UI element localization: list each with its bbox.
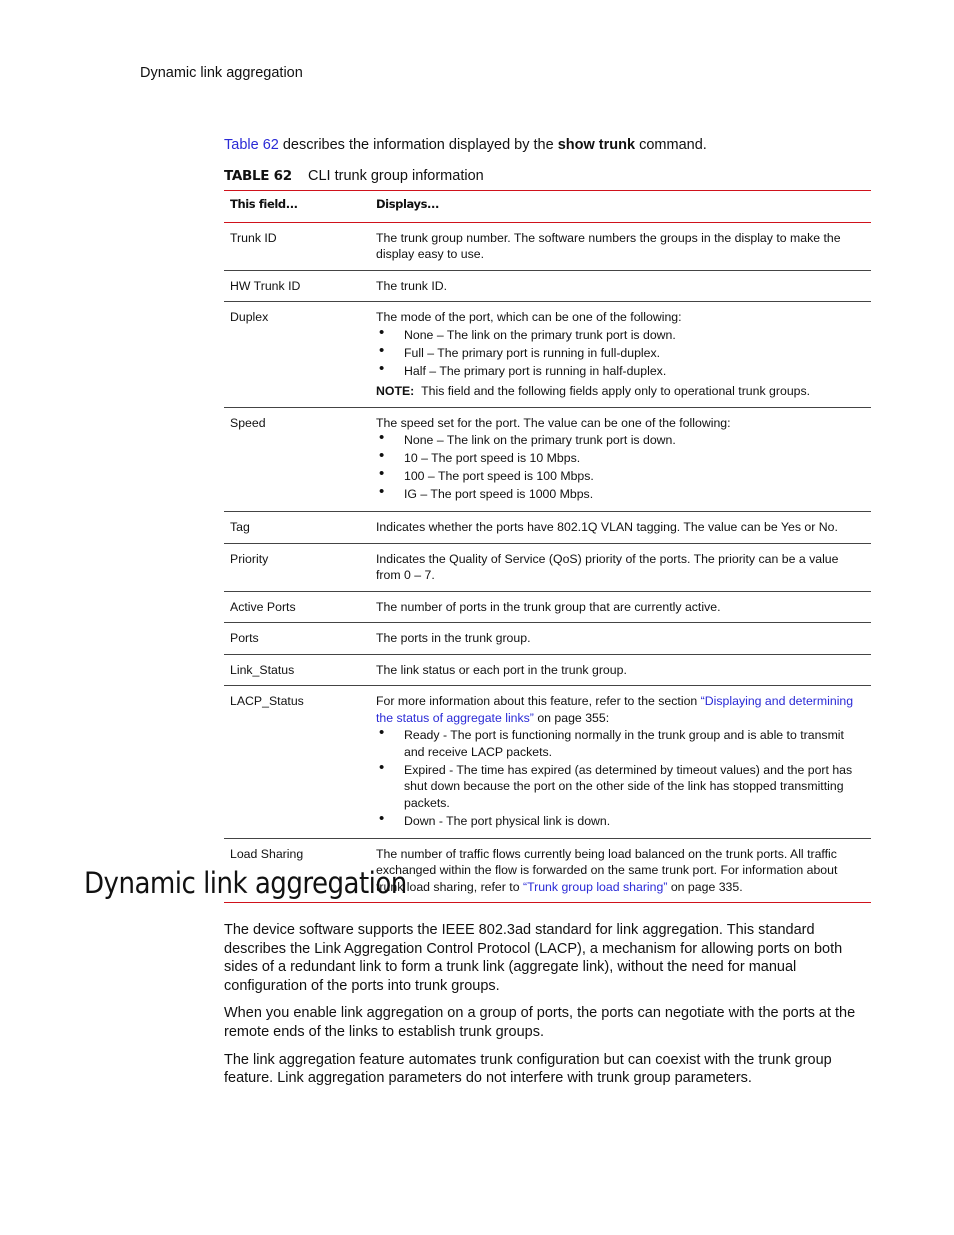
table-row bbox=[224, 302, 871, 408]
column-header-displays: Displays... bbox=[376, 197, 439, 211]
description-post: on page 335. bbox=[667, 879, 743, 894]
table-title: CLI trunk group information bbox=[308, 168, 484, 184]
field-description: The trunk group number. The software numbers the groups in the display to make the display easy to use. bbox=[376, 230, 841, 261]
command-name: show trunk bbox=[557, 137, 636, 153]
field-description bbox=[370, 407, 871, 512]
bullet-item: • Full – The primary port is running in full-duplex. bbox=[376, 345, 865, 362]
bullet-item: • Half – The primary port is running in half-duplex. bbox=[376, 363, 865, 380]
field-description bbox=[370, 302, 871, 408]
table-row bbox=[224, 654, 871, 686]
field-description: The link status or each port in the trunk group. bbox=[376, 662, 627, 677]
field-name: Load Sharing bbox=[230, 846, 304, 861]
field-description: Indicates whether the ports have 802.1Q VLAN tagging. The value can be Yes or No. bbox=[376, 520, 838, 534]
table-reference-link[interactable]: Table 62 bbox=[224, 137, 279, 153]
bullet-item: • Expired - The time has expired (as determined by timeout values) and the port has shut down because the port on the other side of the link has stopped transmitting packets. bbox=[376, 762, 865, 812]
field-description: The trunk ID. bbox=[376, 278, 448, 293]
field-description: The number of ports in the trunk group that are currently active. bbox=[376, 599, 721, 614]
body-paragraph: The device software supports the IEEE 802.3ad standard for link aggregation. This standard describes the Link Aggregation Control Protocol (LACP), a mechanism for allowing ports on both sides of a redundant link to form a trunk link (aggregate link), without the need for manual configuration of the ports into trunk groups. bbox=[224, 922, 843, 994]
table-number: TABLE 62 bbox=[224, 168, 292, 184]
table-row bbox=[224, 686, 871, 839]
table-caption bbox=[224, 168, 484, 184]
section-link-aggregate-status[interactable]: “Displaying and determining the status of aggregate links” bbox=[376, 694, 854, 725]
field-name: Active Ports bbox=[230, 599, 296, 614]
table-row bbox=[224, 512, 871, 544]
trunk-info-table bbox=[224, 190, 871, 903]
note bbox=[376, 383, 865, 400]
intro-text-end: command. bbox=[635, 137, 707, 153]
bullet-item: • 100 – The port speed is 100 Mbps. bbox=[376, 468, 865, 485]
description-post: on page 355: bbox=[533, 710, 610, 725]
note-label: NOTE: bbox=[376, 384, 415, 398]
field-name: Speed bbox=[230, 415, 266, 430]
body-paragraph: When you enable link aggregation on a group of ports, the ports can negotiate with the ports at the remote ends of the links to establish trunk groups. bbox=[224, 1005, 856, 1040]
bullet-item: • Down - The port physical link is down. bbox=[376, 813, 865, 830]
body-paragraph: The link aggregation feature automates trunk configuration but can coexist with the trunk group feature. Link aggregation parameters do not interfere with trunk group parameters. bbox=[224, 1051, 832, 1087]
description-text bbox=[376, 693, 865, 726]
table-row bbox=[224, 222, 871, 270]
table-row bbox=[224, 623, 871, 655]
section-heading: Dynamic link aggregation bbox=[84, 866, 407, 900]
field-name: HW Trunk ID bbox=[230, 278, 301, 293]
field-name: Trunk ID bbox=[230, 230, 277, 245]
table-row bbox=[224, 543, 871, 591]
intro-text: describes the information displayed by the bbox=[278, 137, 558, 153]
bullet-item: • Ready - The port is functioning normally in the trunk group and is able to transmit and receive LACP packets. bbox=[376, 727, 865, 760]
bullet-item: • None – The link on the primary trunk port is down. bbox=[376, 327, 865, 344]
description-text: The mode of the port, which can be one of the following: bbox=[376, 310, 682, 324]
field-name: Duplex bbox=[230, 310, 269, 324]
note-text: This field and the following fields apply only to operational trunk groups. bbox=[421, 384, 811, 398]
field-name: Link_Status bbox=[230, 662, 295, 677]
bullet-item: • None – The link on the primary trunk port is down. bbox=[376, 432, 865, 449]
field-description: Indicates the Quality of Service (QoS) priority of the ports. The priority can be a value from 0 – 7. bbox=[376, 551, 839, 582]
field-description: The ports in the trunk group. bbox=[376, 631, 531, 645]
field-name: LACP_Status bbox=[230, 694, 304, 708]
section-link-load-sharing[interactable]: “Trunk group load sharing” bbox=[522, 879, 668, 894]
description-pre: For more information about this feature, refer to the section bbox=[376, 694, 701, 708]
description-text: The speed set for the port. The value can be one of the following: bbox=[376, 415, 731, 430]
section-body bbox=[224, 921, 869, 1097]
table-header-row bbox=[224, 191, 871, 223]
bullet-list bbox=[376, 727, 865, 829]
table-row bbox=[224, 407, 871, 512]
bullet-item: • 10 – The port speed is 10 Mbps. bbox=[376, 450, 865, 467]
table-row bbox=[224, 591, 871, 623]
bullet-list bbox=[376, 432, 865, 503]
running-header: Dynamic link aggregation bbox=[140, 65, 303, 81]
bullet-item: • IG – The port speed is 1000 Mbps. bbox=[376, 486, 865, 503]
field-description bbox=[370, 838, 871, 903]
intro-sentence bbox=[224, 137, 707, 153]
field-description bbox=[370, 686, 871, 839]
table-row bbox=[224, 270, 871, 302]
column-header-field: This field... bbox=[230, 197, 298, 211]
bullet-list bbox=[376, 327, 865, 380]
field-name: Priority bbox=[230, 551, 269, 566]
field-name: Tag bbox=[230, 520, 250, 534]
field-name: Ports bbox=[230, 631, 259, 645]
description-pre: The number of traffic flows currently being load balanced on the trunk ports. All traffic exchanged within the flow is forwarded on the same trunk port. For information about trunk load sharing, refer to bbox=[376, 846, 838, 894]
